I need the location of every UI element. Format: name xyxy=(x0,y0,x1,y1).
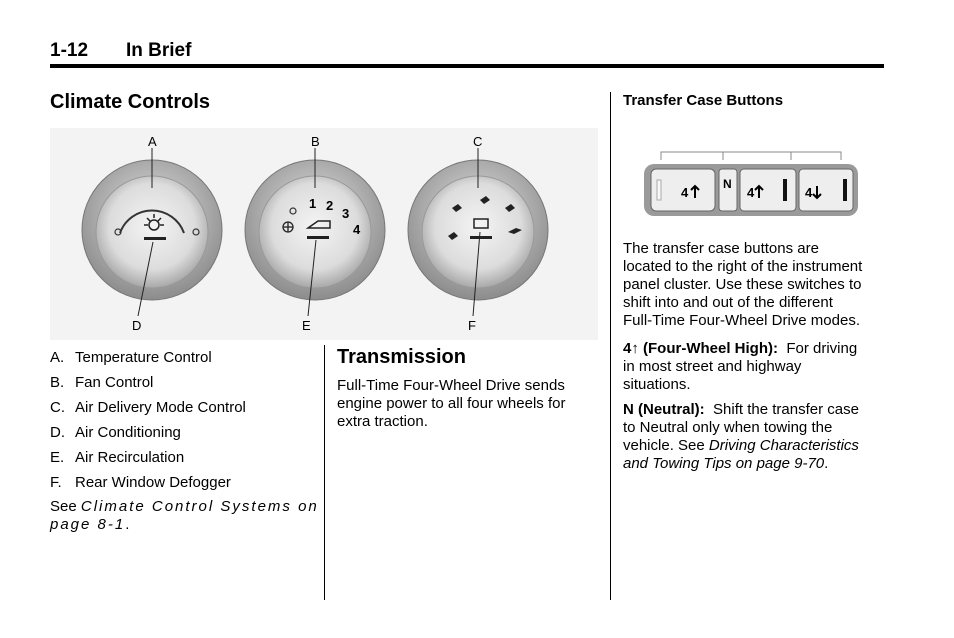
callout-f: F xyxy=(468,318,476,333)
fan-speed-3: 3 xyxy=(342,206,350,221)
list-item: F. Rear Window Defogger xyxy=(50,474,231,491)
fan-icon xyxy=(283,222,293,232)
section-title: In Brief xyxy=(126,40,192,61)
button-neutral[interactable] xyxy=(719,169,737,211)
callout-e: E xyxy=(302,318,311,333)
callout-b: B xyxy=(311,134,320,149)
callout-a: A xyxy=(148,134,157,149)
transmission-heading: Transmission xyxy=(337,346,466,368)
column-divider xyxy=(324,345,325,600)
transfer-case-buttons-illustration xyxy=(643,146,861,222)
towing-tips-link[interactable]: and Towing Tips on page 9-70 xyxy=(623,455,825,472)
list-item: A. Temperature Control xyxy=(50,349,212,366)
column-divider xyxy=(610,92,611,600)
transfer-heading: Transfer Case Buttons xyxy=(623,92,784,109)
climate-controls-diagram xyxy=(50,128,598,340)
up-arrow-icon: ↑ xyxy=(631,340,639,357)
page-number: 1-12 xyxy=(50,40,89,61)
neutral-description: N (Neutral): Shift the transfer case to Neutral only when towing the vehicle. See Driving Characteristics and Towing Tips on page 9-70. xyxy=(623,401,859,472)
svg-text:4: 4 xyxy=(681,185,689,200)
list-item: B. Fan Control xyxy=(50,374,154,391)
fan-speed-2: 2 xyxy=(326,198,334,213)
list-item: D. Air Conditioning xyxy=(50,424,181,441)
transmission-body: Full-Time Four-Wheel Drive sends engine power to all four wheels for extra traction. xyxy=(337,377,566,430)
svg-text:4: 4 xyxy=(747,185,755,200)
climate-see-reference: See Climate Control Systems on page 8-1. xyxy=(50,498,319,533)
button-4-low-lock[interactable] xyxy=(799,169,853,211)
climate-legend xyxy=(50,345,246,495)
svg-text:4: 4 xyxy=(805,185,813,200)
driving-characteristics-link[interactable]: Driving Characteristics xyxy=(708,437,859,454)
list-item: C. Air Delivery Mode Control xyxy=(50,399,246,416)
fan-speed-4: 4 xyxy=(353,222,361,237)
climate-heading: Climate Controls xyxy=(50,91,211,113)
ac-indicator xyxy=(144,237,166,240)
page-header xyxy=(50,38,884,68)
list-item: E. Air Recirculation xyxy=(50,449,185,466)
four-wheel-high-description: 4↑ (Four-Wheel High): For driving in most street and highway situations. xyxy=(623,340,858,393)
button-4-high[interactable] xyxy=(651,169,715,211)
climate-page-link[interactable]: page 8-1 xyxy=(50,516,126,533)
neutral-term: N (Neutral): xyxy=(623,401,705,418)
four-wheel-high-term: 4 xyxy=(623,340,632,357)
defog-indicator xyxy=(470,236,492,239)
recirc-indicator xyxy=(307,236,329,239)
callout-c: C xyxy=(473,134,483,149)
climate-link[interactable]: Climate Control Systems on xyxy=(80,498,319,515)
fan-speed-1: 1 xyxy=(309,196,317,211)
button-4-high-lock[interactable] xyxy=(740,169,796,211)
svg-text:N: N xyxy=(723,177,732,191)
callout-d: D xyxy=(132,318,142,333)
transfer-description: The transfer case buttons are located to the right of the instrument panel cluster. Use these switches to shift into and out of the different Full-Time Four-Wheel Drive modes. xyxy=(623,240,863,329)
